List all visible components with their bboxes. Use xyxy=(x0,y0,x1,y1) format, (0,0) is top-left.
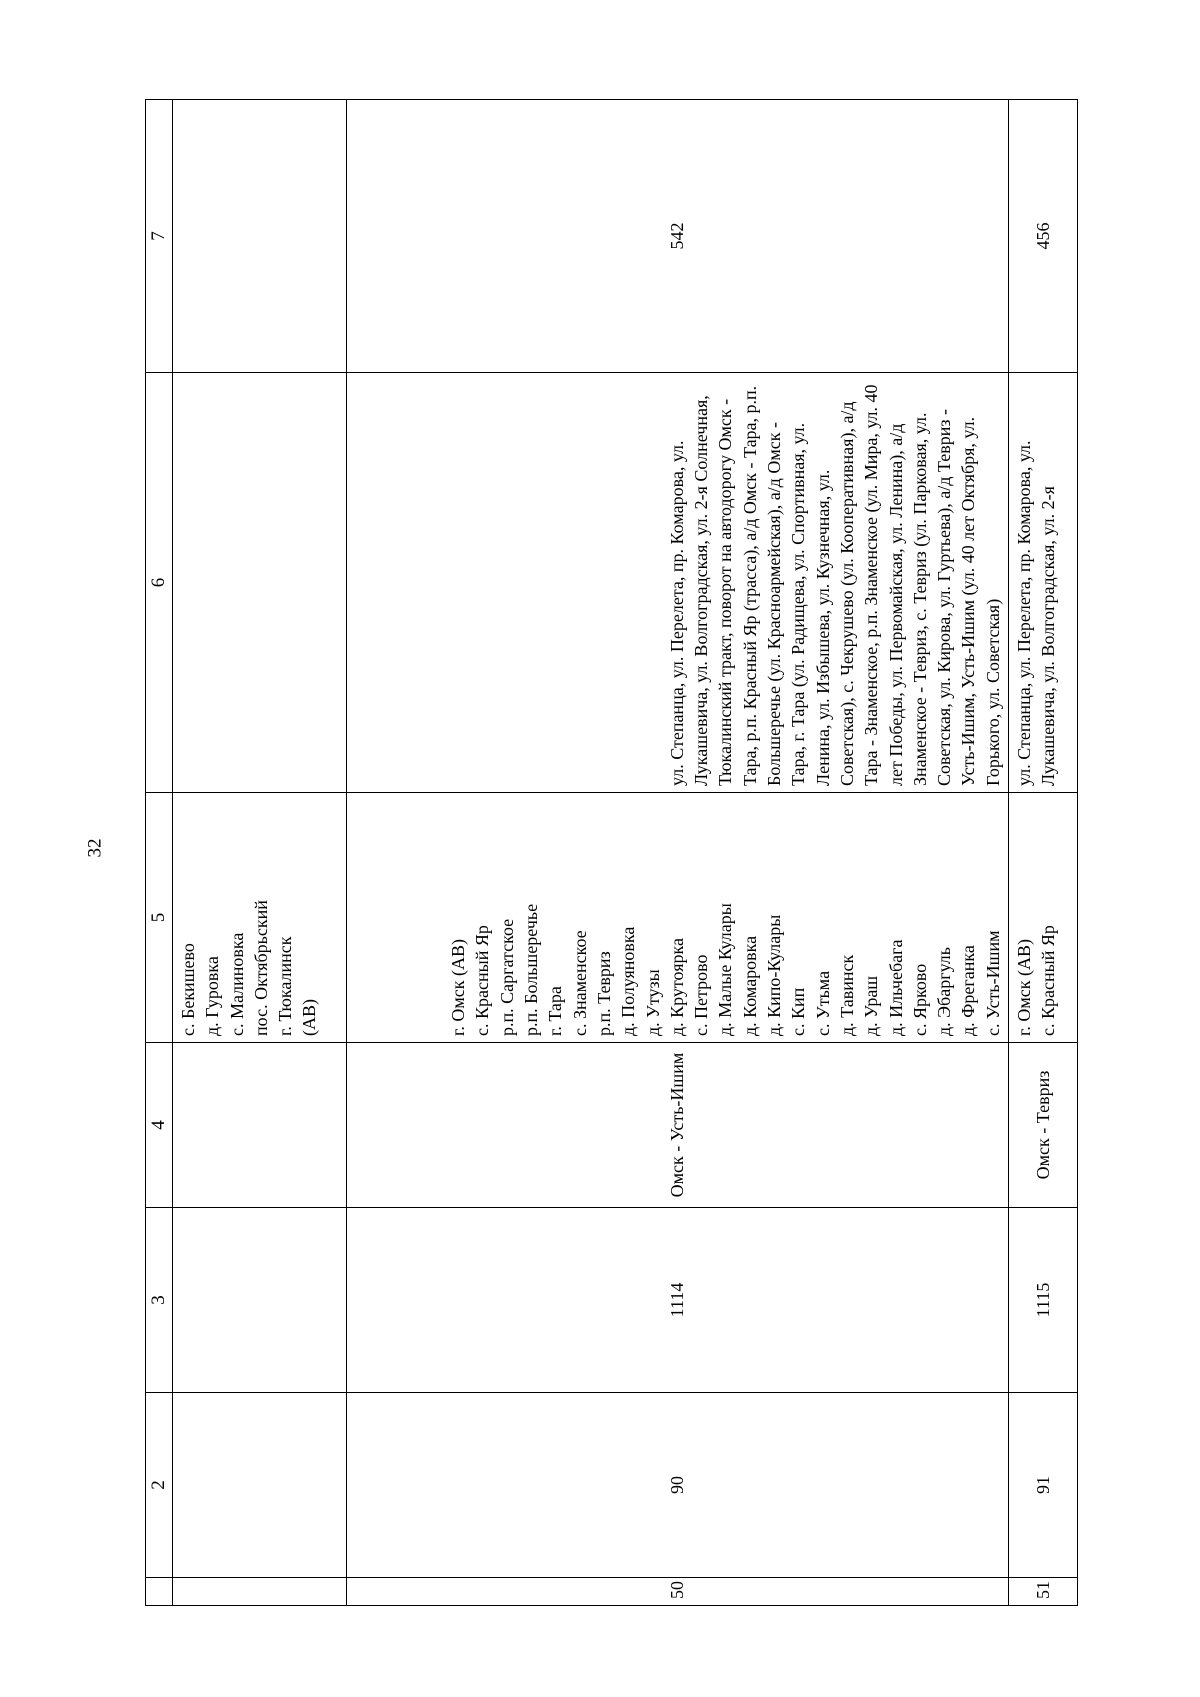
table-row xyxy=(1009,100,1078,1606)
page-number: 32 xyxy=(84,838,105,858)
stop: д. Комаровка xyxy=(739,935,760,1036)
registration-number xyxy=(173,1208,347,1393)
stop: р.п. Тевриз xyxy=(593,951,614,1036)
stop: (АВ) xyxy=(299,999,320,1036)
header-cell: 2 xyxy=(146,1393,173,1578)
row-number: 50 xyxy=(347,1578,1009,1606)
route-name: Омск - Усть-Ишим xyxy=(347,1043,1009,1208)
route-number: 91 xyxy=(1009,1393,1078,1578)
stop: с. Утьма xyxy=(812,970,833,1036)
table-row xyxy=(173,100,347,1606)
route-name xyxy=(173,1043,347,1208)
header-row xyxy=(146,100,173,1606)
stop: пос. Октябрьский xyxy=(250,900,271,1036)
registration-number: 1115 xyxy=(1009,1208,1078,1393)
streets-description xyxy=(173,373,347,793)
stop: с. Бекишево xyxy=(178,943,198,1036)
stop: р.п. Саргатское xyxy=(496,918,517,1036)
stop: д. Тавинск xyxy=(836,954,857,1036)
routes-table xyxy=(145,99,1078,1606)
stop: с. Ярково xyxy=(909,963,930,1036)
stop: д. Ураш xyxy=(861,975,882,1036)
stops-list xyxy=(173,793,347,1043)
route-name: Омск - Тевриз xyxy=(1009,1043,1078,1208)
stop: с. Усть-Ишим xyxy=(982,930,1003,1036)
stop: д. Ильчебага xyxy=(885,939,906,1036)
streets-description: ул. Степанца, ул. Перелета, пр. Комарова, ул. Лукашевича, ул. Волгоградская, ул. 2-я xyxy=(1009,373,1078,793)
registration-number: 1114 xyxy=(347,1208,1009,1393)
stop: д. Фреганка xyxy=(958,945,979,1036)
header-cell xyxy=(146,1578,173,1606)
header-cell: 6 xyxy=(146,373,173,793)
stop: д. Кипо-Кулары xyxy=(764,914,785,1036)
stops-list xyxy=(347,793,1009,1043)
stop: д. Гуровка xyxy=(202,956,223,1036)
stop: г. Тюкалинск xyxy=(275,936,296,1036)
stop: с. Малиновка xyxy=(226,932,247,1036)
route-number xyxy=(173,1393,347,1578)
header-cell: 7 xyxy=(146,100,173,373)
route-length: 542 xyxy=(347,100,1009,373)
stop: с. Петрово xyxy=(691,954,712,1036)
stop: р.п. Большеречье xyxy=(521,903,542,1036)
header-cell: 3 xyxy=(146,1208,173,1393)
table-row xyxy=(347,100,1009,1606)
stops-list xyxy=(1009,793,1078,1043)
stop: с. Красный Яр xyxy=(1038,925,1059,1036)
stop: г. Тара xyxy=(545,986,566,1036)
route-length: 456 xyxy=(1009,100,1078,373)
streets-description: ул. Степанца, ул. Перелета, пр. Комарова, ул. Лукашевича, ул. Волгоградская, ул. 2-я Солнечная, Тюкалинский тракт, поворот на автодорогу Омск - Тара, р.п. Красный Яр (трасса), а/д Омск - Тара, р.п. Большеречье (ул. Красноармейская), а/д Омск - Тара, г. Тара (ул. Радищева, ул. Спортивная, ул. Ленина, ул. Избышева, ул. Кузнечная, ул. Советская), с. Чекрушево (ул. Кооперативная), а/д Тара - Знаменское, р.п. Знаменское (ул. Мира, ул. 40 лет Победы, ул. Первомайская, ул. Ленина), а/д Знаменское - Тевриз, с. Тевриз (ул. Парковая, ул. Советская, ул. Кирова, ул. Гуртьева), а/д Тевриз - Усть-Ишим, Усть-Ишим (ул. 40 лет Октября, ул. Горького, ул. Советская) xyxy=(347,373,1009,793)
stop: д. Эбаргуль xyxy=(934,947,955,1036)
route-number: 90 xyxy=(347,1393,1009,1578)
stop: д. Малые Кулары xyxy=(715,903,736,1036)
stop: г. Омск (АВ) xyxy=(448,939,469,1036)
stop: д. Крутоярка xyxy=(666,938,687,1036)
route-length xyxy=(173,100,347,373)
stop: с. Кип xyxy=(788,987,809,1036)
row-number: 51 xyxy=(1009,1578,1078,1606)
stop: с. Красный Яр xyxy=(472,925,493,1036)
header-cell: 4 xyxy=(146,1043,173,1208)
stop: с. Знаменское xyxy=(569,930,590,1036)
routes-table-rotated xyxy=(145,100,1069,1606)
row-number xyxy=(173,1578,347,1606)
stop: г. Омск (АВ) xyxy=(1014,939,1034,1036)
stop: д. Утузы xyxy=(642,969,663,1036)
stop: д. Полуяновка xyxy=(618,926,639,1036)
header-cell: 5 xyxy=(146,793,173,1043)
